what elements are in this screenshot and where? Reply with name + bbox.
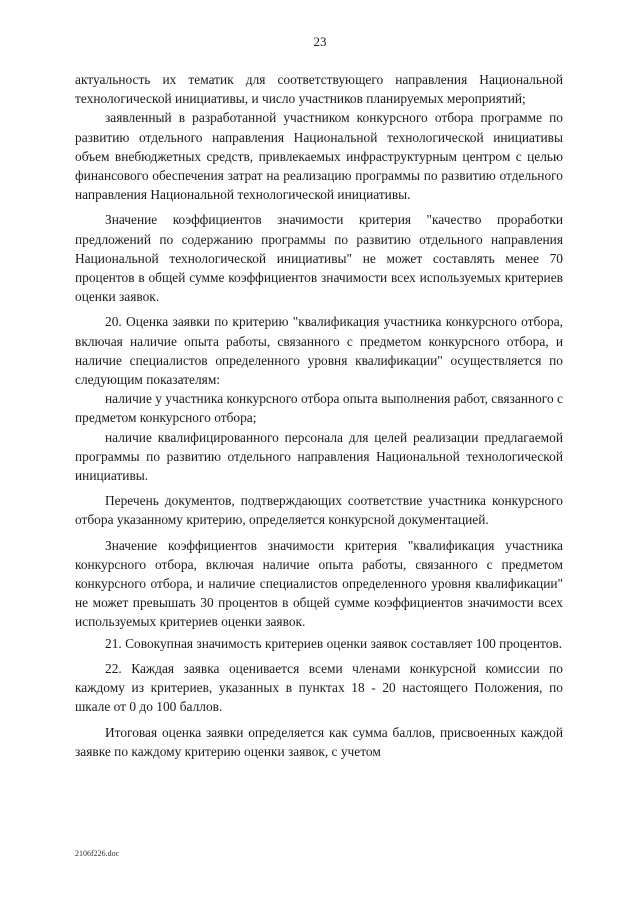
paragraph-8: Значение коэффициентов значимости критерия "квалификация участника конкурсного отбора, включая наличие опыта работы, связанного с предметом конкурсного отбора, и наличие специалистов определенного уровня квалификации" не может превышать 30 процентов в общей сумме коэффициентов значимости всех используемых критериев оценки заявок. xyxy=(75,537,563,630)
paragraph-6: наличие квалифицированного персонала для целей реализации предлагаемой программы по развитию отдельного направления Национальной технологической инициативы. xyxy=(75,429,563,484)
page-number: 23 xyxy=(313,34,327,49)
paragraph-1: актуальность их тематик для соответствующего направления Национальной технологической инициативы, и число участников планируемых мероприятий; xyxy=(75,72,563,107)
paragraph-11: Итоговая оценка заявки определяется как сумма баллов, присвоенных каждой заявке по каждому критерию оценки заявок, с учетом xyxy=(75,724,563,759)
paragraph-4: 20. Оценка заявки по критерию "квалификация участника конкурсного отбора, включая наличие опыта работы, связанного с предметом конкурсного отбора, и наличие специалистов определенного уровня квалификации" осуществляется по следующим показателям: xyxy=(75,314,563,388)
paragraph-5: наличие у участника конкурсного отбора опыта выполнения работ, связанного с предметом конкурсного отбора; xyxy=(75,391,563,426)
paragraph-10: 22. Каждая заявка оценивается всеми членами конкурсной комиссии по каждому из критериев, указанных в пунктах 18 - 20 настоящего Положения, по шкале от 0 до 100 баллов. xyxy=(75,660,563,715)
paragraph-7: Перечень документов, подтверждающих соответствие участника конкурсного отбора указанному критерию, определяется конкурсной документацией. xyxy=(75,493,563,528)
paragraph-3: Значение коэффициентов значимости критерия "качество проработки предложений по содержанию программы по развитию отдельного направления Национальной технологической инициативы" не может составлять менее 70 процентов в общей сумме коэффициентов значимости всех используемых критериев оценки заявок. xyxy=(75,212,563,305)
paragraph-9: 21. Совокупная значимость критериев оценки заявок составляет 100 процентов. xyxy=(105,635,563,651)
document-body xyxy=(75,70,563,761)
file-name-footer: 2106f226.doc xyxy=(75,849,120,858)
paragraph-2: заявленный в разработанной участником конкурсного отбора программе по развитию отдельного направления Национальной технологической инициативы объем внебюджетных средств, привлекаемых инфраструктурным центром с целью финансового обеспечения затрат на реализацию программы по развитию отдельного направления Национальной технологической инициативы. xyxy=(75,110,563,203)
